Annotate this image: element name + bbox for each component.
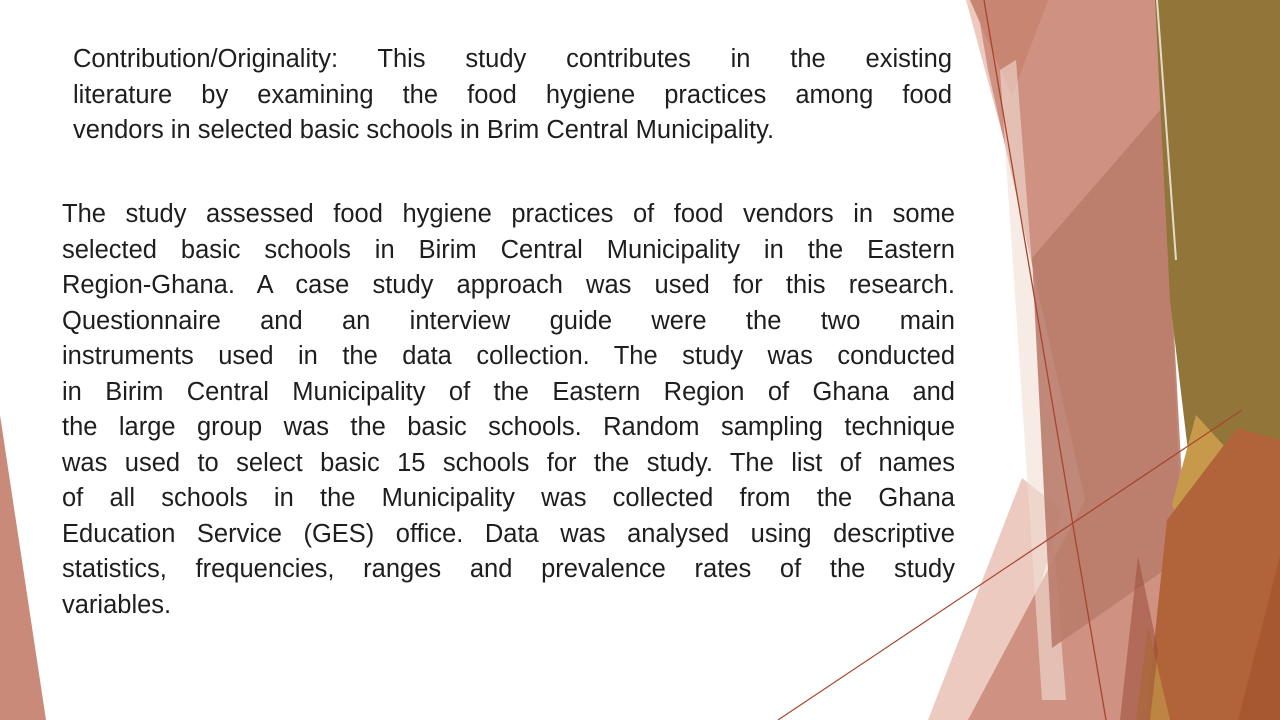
text-line: was used to select basic 15 schools for the study. The list of names [62, 448, 955, 477]
text-line: vendors in selected basic schools in Brim Central Municipality. [73, 116, 775, 144]
text-line: instruments used in the data collection. The study was conducted [62, 342, 955, 370]
text-line: Contribution/Originality: This study contributes in the existing [73, 45, 952, 73]
text-line: of all schools in the Municipality was collected from the Ghana [62, 484, 955, 512]
text-line: The study assessed food hygiene practices of food vendors in some [62, 200, 955, 228]
text-line: Region-Ghana. A case study approach was used for this research. [62, 271, 955, 299]
text-line: the large group was the basic schools. Random sampling technique [62, 413, 955, 441]
text-line: variables. [62, 590, 172, 619]
text-line: Education Service (GES) office. Data was analysed using descriptive [62, 519, 955, 548]
text-line: selected basic schools in Birim Central Municipality in the Eastern [62, 235, 955, 264]
abstract-paragraph [62, 197, 955, 623]
text-line: Questionnaire and an interview guide were the two main [62, 306, 955, 335]
text-line: in Birim Central Municipality of the Eastern Region of Ghana and [62, 377, 955, 406]
text-line: statistics, frequencies, ranges and prevalence rates of the study [62, 555, 955, 583]
text-line: literature by examining the food hygiene practices among food [73, 80, 952, 109]
contribution-paragraph [73, 42, 952, 149]
